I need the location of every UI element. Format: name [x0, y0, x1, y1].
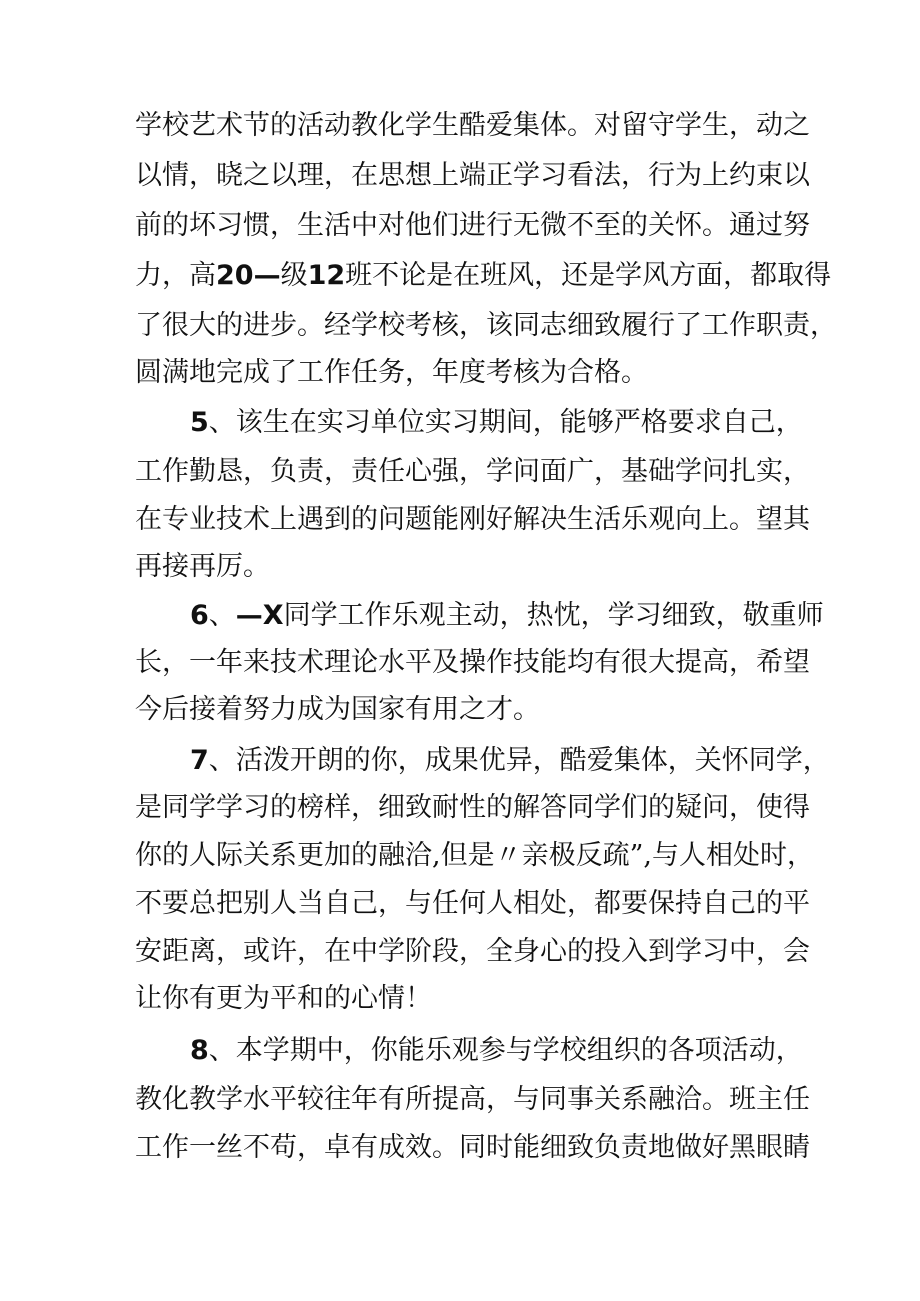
paragraph-5-line-1: 5、该生在实习单位实习期间，能够严格要求自己， [190, 407, 803, 438]
paragraph-8-line-2: 教化教学水平较往年有所提高，与同事关系融洽。班主任 [135, 1084, 810, 1115]
paragraph-1-line-4: 力，高20—级12班不论是在班风，还是学风方面，都取得 [135, 260, 832, 291]
paragraph-1-line-5: 了很大的进步。经学校考核，该同志细致履行了工作职责， [135, 310, 837, 341]
paragraph-5-line-2: 工作勤恳，负责，责任心强，学问面广，基础学问扎实， [135, 456, 810, 487]
paragraph-5-line-4: 再接再厉。 [135, 551, 270, 582]
paragraph-1-line-2: 以情，晓之以理，在思想上端正学习看法，行为上约束以 [135, 160, 810, 191]
paragraph-6-line-2: 长，一年来技术理论水平及操作技能均有很大提高，希望 [135, 647, 810, 678]
paragraph-7-line-3: 你的人际关系更加的融洽,但是〃亲极反疏”,与人相处时， [135, 840, 814, 871]
paragraph-1-line-1: 学校艺术节的活动教化学生酷爱集体。对留守学生，动之 [135, 110, 810, 141]
paragraph-7-line-4: 不要总把别人当自己，与任何人相处，都要保持自己的平 [135, 888, 810, 919]
paragraph-7-line-2: 是同学学习的榜样，细致耐性的解答同学们的疑问，使得 [135, 792, 810, 823]
paragraph-7-line-1: 7、活泼开朗的你，成果优异，酷爱集体，关怀同学， [190, 745, 830, 776]
paragraph-8-line-1: 8、本学期中，你能乐观参与学校组织的各项活动， [190, 1035, 803, 1066]
paragraph-1-line-6: 圆满地完成了工作任务，年度考核为合格。 [135, 357, 648, 388]
paragraph-1-line-3: 前的坏习惯，生活中对他们进行无微不至的关怀。通过努 [135, 210, 810, 241]
paragraph-5-line-3: 在专业技术上遇到的问题能刚好解决生活乐观向上。望其 [135, 504, 810, 535]
paragraph-7-line-6: 让你有更为平和的心情！ [135, 983, 432, 1014]
paragraph-8-line-3: 工作一丝不苟，卓有成效。同时能细致负责地做好黑眼睛 [135, 1132, 810, 1163]
paragraph-7-line-5: 安距离，或许，在中学阶段，全身心的投入到学习中，会 [135, 936, 810, 967]
paragraph-6-line-3: 今后接着努力成为国家有用之才。 [135, 694, 540, 725]
paragraph-6-line-1: 6、—X同学工作乐观主动，热忱，学习细致，敬重师 [190, 600, 824, 631]
